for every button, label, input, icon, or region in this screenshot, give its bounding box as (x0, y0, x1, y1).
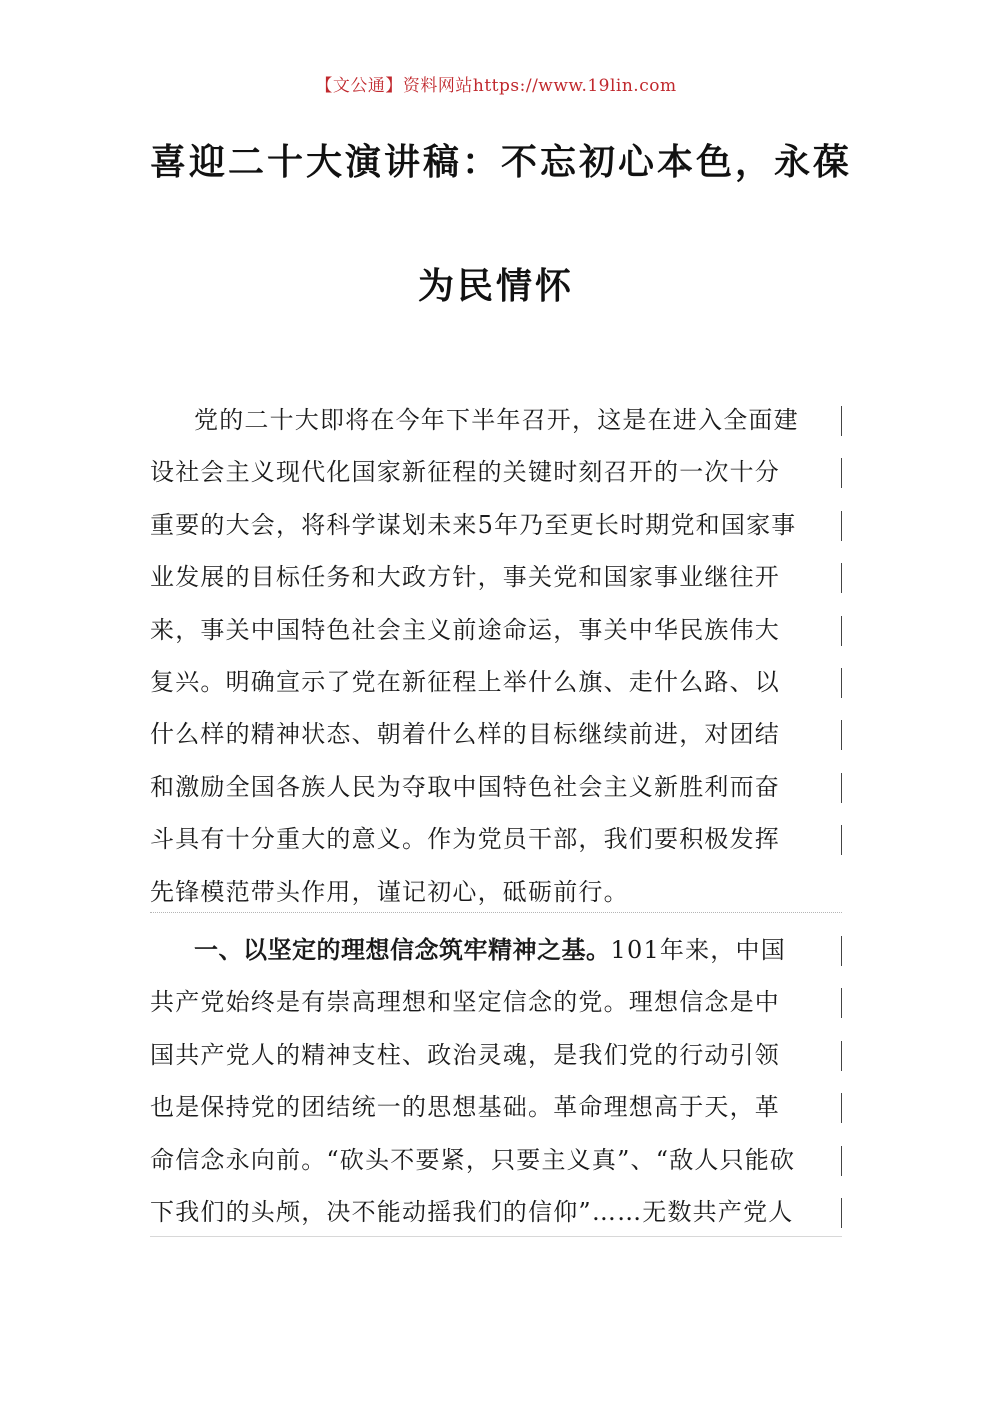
section-1-paragraph (150, 924, 842, 1238)
paragraph-line: 设社会主义现代化国家新征程的关键时刻召开的一次十分 (150, 446, 842, 498)
paragraph-separator (150, 912, 842, 913)
paragraph-line: 党的二十大即将在今年下半年召开，这是在进入全面建 (150, 394, 842, 446)
document-title-line-2: 为民情怀 (417, 265, 574, 307)
paragraph-line: 重要的大会，将科学谋划未来5年乃至更长时期党和国家事 (150, 499, 842, 551)
document-title-line-1: 喜迎二十大演讲稿：不忘初心本色，永葆 (150, 141, 853, 183)
paragraph-line: 和激励全国各族人民为夺取中国特色社会主义新胜利而奋 (150, 761, 842, 813)
section-1-first-line (150, 924, 842, 976)
paragraph-line: 复兴。明确宣示了党在新征程上举什么旗、走什么路、以 (150, 656, 842, 708)
paragraph-line: 国共产党人的精神支柱、政治灵魂，是我们党的行动引领 (150, 1029, 842, 1081)
section-1-heading: 一、以坚定的理想信念筑牢精神之基。 (194, 936, 611, 964)
intro-paragraph (150, 394, 842, 918)
paragraph-line: 共产党始终是有崇高理想和坚定信念的党。理想信念是中 (150, 976, 842, 1028)
paragraph-line: 也是保持党的团结统一的思想基础。革命理想高于天，革 (150, 1081, 842, 1133)
paragraph-line: 来，事关中国特色社会主义前途命运，事关中华民族伟大 (150, 604, 842, 656)
source-website-header[interactable]: 【文公通】资料网站https://www.19lin.com (315, 76, 677, 96)
paragraph-line: 先锋模范带头作用，谨记初心，砥砺前行。 (150, 877, 629, 906)
section-1-first-line-text: 101年来，中国 (610, 936, 786, 964)
paragraph-line: 下我们的头颅，决不能动摇我们的信仰”……无数共产党人 (150, 1186, 842, 1238)
paragraph-line: 业发展的目标任务和大政方针，事关党和国家事业继往开 (150, 551, 842, 603)
page-bottom-rule (150, 1236, 842, 1237)
paragraph-line: 什么样的精神状态、朝着什么样的目标继续前进，对团结 (150, 708, 842, 760)
paragraph-line: 命信念永向前。“砍头不要紧，只要主义真”、“敌人只能砍 (150, 1134, 842, 1186)
paragraph-line: 斗具有十分重大的意义。作为党员干部，我们要积极发挥 (150, 813, 842, 865)
